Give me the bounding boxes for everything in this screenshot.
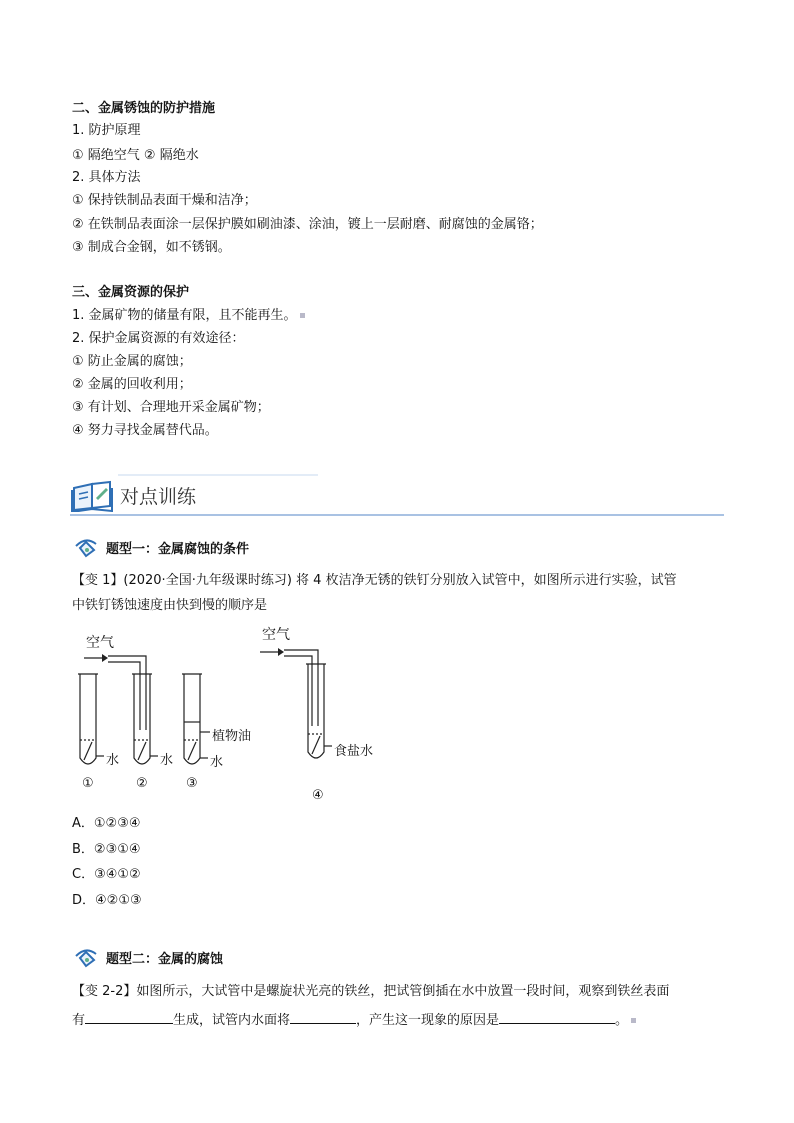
option-b[interactable]: B．②③①④ [72, 842, 141, 857]
paragraph-mark-icon [300, 313, 305, 318]
question-2-text-c: ，产生这一现象的原因是 [356, 1013, 500, 1028]
question-2-text-d: 。 [615, 1013, 629, 1028]
test-tube-diagram [72, 622, 402, 812]
water-label-3: 水 [210, 755, 224, 770]
question-2-text-b: 生成，试管内水面将 [173, 1013, 291, 1028]
flask-icon [72, 534, 100, 558]
tube-number-2: ② [136, 776, 148, 791]
practice-section-banner [70, 474, 724, 516]
question-2-line-2 [72, 1010, 636, 1029]
water-label-1: 水 [106, 753, 120, 768]
book-icon [70, 478, 116, 512]
air-label-2: 空气 [262, 627, 290, 643]
paragraph-mark-icon [631, 1018, 636, 1023]
tube-number-4: ④ [312, 788, 324, 803]
principle-items: ① 隔绝空气 ② 隔绝水 [72, 148, 199, 163]
question-2-line-1: 【变 2-2】如图所示，大试管中是螺旋状光亮的铁丝，把试管倒插在水中放置一段时间，观察到铁丝表面 [72, 984, 670, 999]
way-item-3: ③ 有计划、合理地开采金属矿物； [72, 400, 270, 415]
answer-blank-1[interactable] [85, 1010, 173, 1024]
question-2-text-a: 有 [72, 1013, 86, 1028]
option-c[interactable]: C．③④①② [72, 867, 141, 882]
air-label-1: 空气 [86, 635, 114, 651]
answer-blank-3[interactable] [499, 1010, 615, 1024]
option-a[interactable]: A．①②③④ [72, 816, 141, 831]
way-item-2: ② 金属的回收利用； [72, 377, 192, 392]
banner-rule [70, 514, 724, 516]
brine-label: 食盐水 [334, 744, 374, 759]
banner-top-rule [118, 474, 318, 476]
tube-number-3: ③ [186, 776, 198, 791]
resource-line-2: 2. 保护金属资源的有效途径： [72, 331, 245, 346]
oil-label: 植物油 [212, 729, 252, 744]
method-item-2: ② 在铁制品表面涂一层保护膜如刷油漆、涂油，镀上一层耐磨、耐腐蚀的金属铬； [72, 217, 543, 232]
flask-icon [72, 944, 100, 968]
resource-line-1-text: 1. 金属矿物的储量有限，且不能再生。 [72, 308, 297, 323]
question-1-line-2: 中铁钉锈蚀速度由快到慢的顺序是 [72, 598, 268, 613]
question-1-line-1: 【变 1】(2020·全国·九年级课时练习) 将 4 枚洁净无锈的铁钉分别放入试管中，如图所示进行实验，试管 [72, 573, 677, 588]
answer-blank-2[interactable] [290, 1010, 356, 1024]
question-type-1-label: 题型一：金属腐蚀的条件 [106, 542, 250, 557]
tube-number-1: ① [82, 776, 94, 791]
test-tube-drawing [72, 622, 402, 812]
water-label-2: 水 [160, 753, 174, 768]
resource-line-1 [72, 308, 305, 324]
subheading-methods: 2. 具体方法 [72, 170, 141, 185]
section-heading-resource-protection: 三、金属资源的保护 [72, 285, 190, 300]
section-heading-rust-protection: 二、金属锈蚀的防护措施 [72, 101, 216, 116]
way-item-4: ④ 努力寻找金属替代品。 [72, 423, 218, 438]
way-item-1: ① 防止金属的腐蚀； [72, 354, 192, 369]
option-d[interactable]: D．④②①③ [72, 893, 142, 908]
banner-title: 对点训练 [120, 486, 197, 508]
subheading-principle: 1. 防护原理 [72, 123, 141, 138]
question-type-2-label: 题型二：金属的腐蚀 [106, 952, 224, 967]
method-item-3: ③ 制成合金钢，如不锈钢。 [72, 240, 231, 255]
method-item-1: ① 保持铁制品表面干燥和洁净； [72, 193, 257, 208]
